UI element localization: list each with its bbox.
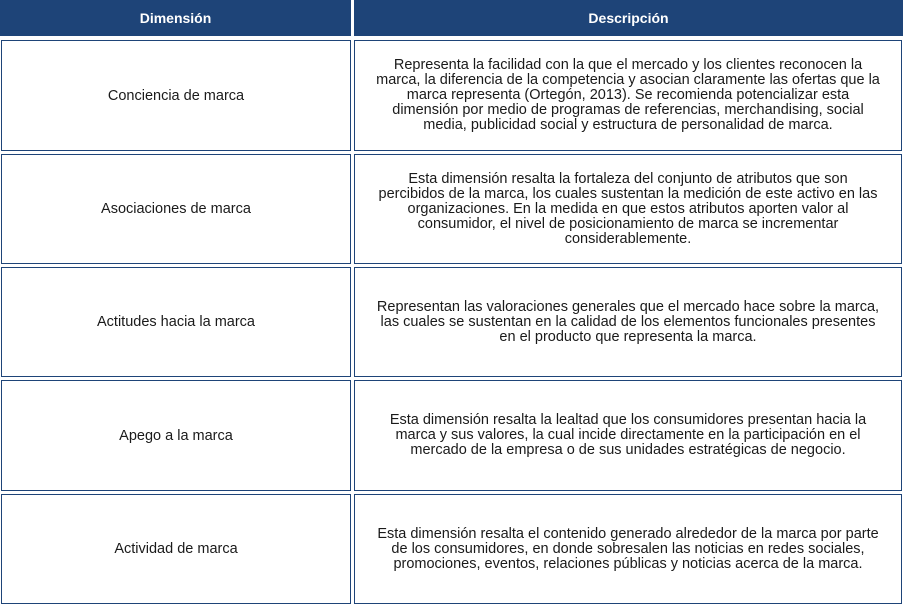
dimension-cell (1, 40, 351, 151)
dimension-label: Actitudes hacia la marca (97, 314, 255, 330)
description-cell (354, 267, 902, 377)
description-text: Representa la facilidad con la que el mercado y los clientes reconocen la marca, la diferencia de la competencia y asocian claramente las ofertas que la marca representa (Ortegón, 2013). Se recomienda potencializar esta dimensión por medio de programas de referencias, merchandising, social media, publicidad social y estructura de personalidad de marca. (376, 57, 880, 133)
description-text: Representan las valoraciones generales que el mercado hace sobre la marca, las cuales se sustentan en la calidad de los elementos funcionales presentes en el producto que representa la marca. (376, 298, 880, 345)
dimension-cell (1, 494, 351, 604)
dimension-cell (1, 267, 351, 377)
dimension-cell (1, 154, 351, 264)
dimension-cell (1, 380, 351, 491)
description-text: Esta dimensión resalta la lealtad que los consumidores presentan hacia la marca y sus valores, la cual incide directamente en la participación en el mercado de la empresa o de sus unidades estratégicas de negocio. (389, 412, 867, 458)
description-cell (354, 40, 902, 151)
header-dimension: Dimensión (0, 0, 351, 36)
description-cell (354, 380, 902, 491)
description-text: Esta dimensión resalta el contenido generado alrededor de la marca por parte de los consumidores, en donde sobresalen las noticias en redes sociales, promociones, eventos, relaciones públicas y noticias acerca de la marca. (377, 525, 879, 572)
description-cell (354, 494, 902, 604)
dimension-label: Apego a la marca (119, 427, 233, 444)
header-description: Descripción (354, 0, 903, 36)
description-cell (354, 154, 902, 264)
dimension-label: Asociaciones de marca (101, 201, 251, 217)
dimension-label: Conciencia de marca (107, 87, 245, 104)
description-text: Esta dimensión resalta la fortaleza del conjunto de atributos que son percibidos de la marca, los cuales sustentan la medición de este activo en las organizaciones. En la medida en que estos atributos aporten valor al consumidor, el nivel de posicionamiento de marca se incrementar considerablemente. (378, 170, 878, 247)
dimension-label: Actividad de marca (114, 541, 238, 557)
